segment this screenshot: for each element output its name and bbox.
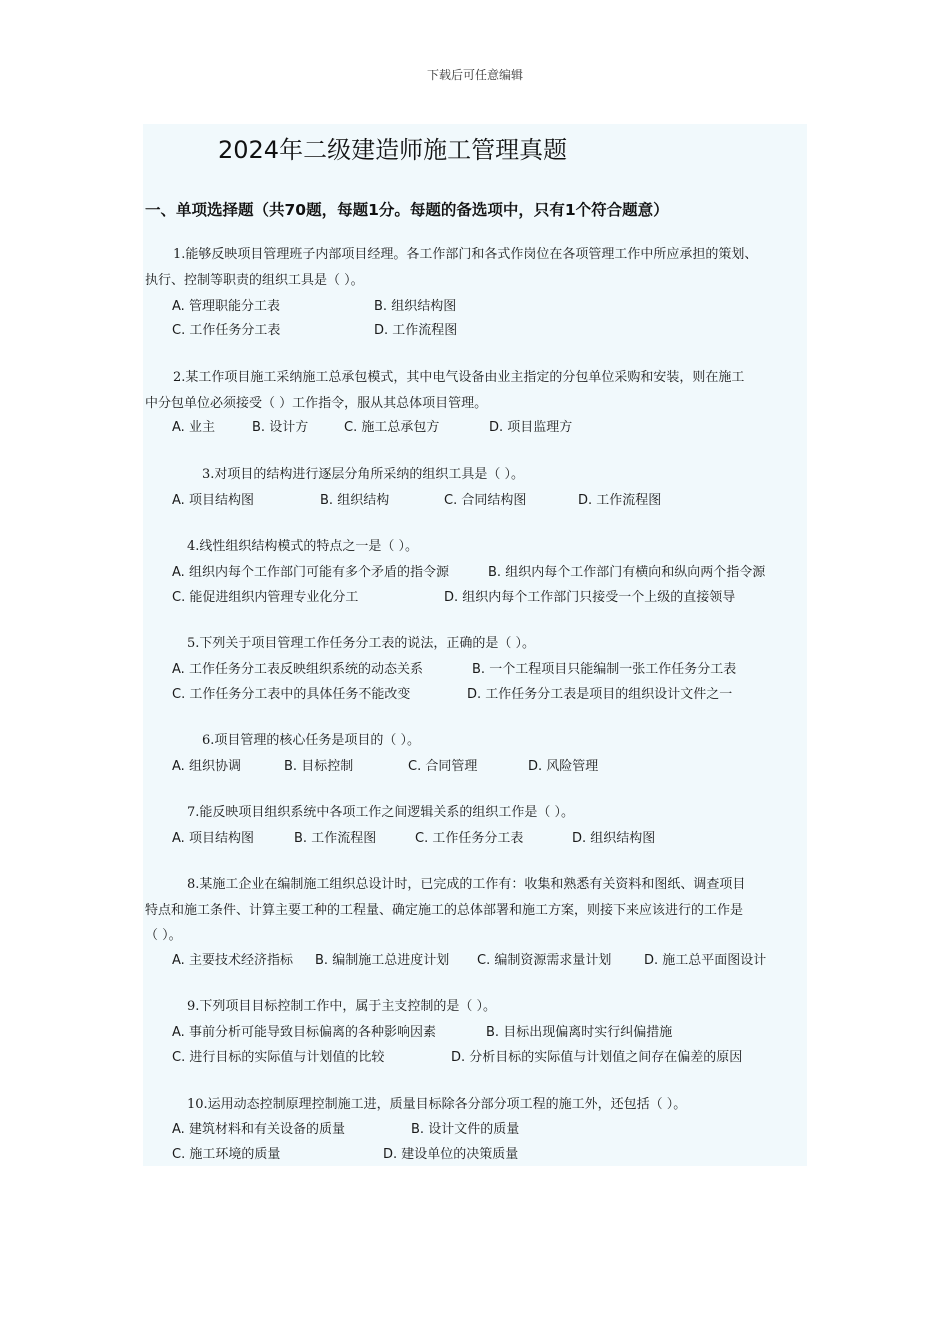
question-10-option-c: C. 施工环境的质量	[172, 1147, 281, 1162]
question-3-option-d: D. 工作流程图	[578, 493, 662, 508]
question-1-option-c: C. 工作任务分工表	[172, 323, 281, 338]
question-6-option-a: A. 组织协调	[172, 759, 241, 774]
question-5-option-c: C. 工作任务分工表中的具体任务不能改变	[172, 687, 411, 702]
question-2-text-line-1: 2.某工作项目施工采纳施工总承包模式，其中电气设备由业主指定的分包单位采购和安装，则在施工	[173, 370, 745, 385]
document-title: 2024年二级建造师施工管理真题	[218, 136, 568, 164]
question-1-option-d: D. 工作流程图	[374, 323, 458, 338]
question-8-text-line-3: （ ）。	[145, 928, 182, 943]
question-1-option-b: B. 组织结构图	[374, 299, 457, 314]
question-5-option-a: A. 工作任务分工表反映组织系统的动态关系	[172, 662, 423, 677]
question-1-option-a: A. 管理职能分工表	[172, 299, 280, 314]
question-8-text-line-2: 特点和施工条件、计算主要工种的工程量、确定施工的总体部署和施工方案，则接下来应该进行的工作是	[145, 903, 744, 918]
question-4-option-d: D. 组织内每个工作部门只接受一个上级的直接领导	[444, 590, 736, 605]
question-8-text-line-1: 8.某施工企业在编制施工组织总设计时，已完成的工作有：收集和熟悉有关资料和图纸、调查项目	[187, 877, 746, 892]
question-3-text: 3.对项目的结构进行逐层分角所采纳的组织工具是（ ）。	[202, 467, 525, 482]
question-6-option-c: C. 合同管理	[408, 759, 478, 774]
question-2-text-line-2: 中分包单位必须接受（ ）工作指令，服从其总体项目管理。	[145, 396, 488, 411]
question-2-option-c: C. 施工总承包方	[344, 420, 440, 435]
question-9-option-d: D. 分析目标的实际值与计划值之间存在偏差的原因	[451, 1050, 743, 1065]
question-7-option-a: A. 项目结构图	[172, 831, 254, 846]
question-10-option-b: B. 设计文件的质量	[411, 1122, 520, 1137]
question-10-option-d: D. 建设单位的决策质量	[383, 1147, 519, 1162]
question-5-text: 5.下列关于项目管理工作任务分工表的说法，正确的是（ ）。	[187, 636, 536, 651]
question-9-option-a: A. 事前分析可能导致目标偏离的各种影响因素	[172, 1025, 436, 1040]
question-7-option-c: C. 工作任务分工表	[415, 831, 524, 846]
question-3-option-c: C. 合同结构图	[444, 493, 527, 508]
question-9-text: 9.下列项目目标控制工作中，属于主支控制的是（ ）。	[187, 999, 497, 1014]
question-7-option-b: B. 工作流程图	[294, 831, 377, 846]
question-2-option-a: A. 业主	[172, 420, 215, 435]
question-8-option-b: B. 编制施工总进度计划	[315, 953, 450, 968]
question-4-text: 4.线性组织结构模式的特点之一是（ ）。	[187, 539, 419, 554]
question-3-option-a: A. 项目结构图	[172, 493, 254, 508]
question-4-option-c: C. 能促进组织内管理专业化分工	[172, 590, 359, 605]
question-1-text-line-1: 1.能够反映项目管理班子内部项目经理。各工作部门和各式作岗位在各项管理工作中所应承担的策划、	[173, 247, 758, 262]
question-3-option-b: B. 组织结构	[320, 493, 390, 508]
section-heading: 一、单项选择题（共70题，每题1分。每题的备选项中，只有1个符合题意）	[145, 201, 669, 219]
question-9-option-c: C. 进行目标的实际值与计划值的比较	[172, 1050, 385, 1065]
question-8-option-a: A. 主要技术经济指标	[172, 953, 293, 968]
question-9-option-b: B. 目标出现偏离时实行纠偏措施	[486, 1025, 673, 1040]
question-2-option-b: B. 设计方	[252, 420, 309, 435]
question-7-text: 7.能反映项目组织系统中各项工作之间逻辑关系的组织工作是（ ）。	[187, 805, 575, 820]
question-4-option-a: A. 组织内每个工作部门可能有多个矛盾的指令源	[172, 565, 449, 580]
question-5-option-d: D. 工作任务分工表是项目的组织设计文件之一	[467, 687, 733, 702]
question-8-option-c: C. 编制资源需求量计划	[477, 953, 612, 968]
question-8-option-d: D. 施工总平面图设计	[644, 953, 767, 968]
question-10-option-a: A. 建筑材料和有关设备的质量	[172, 1122, 345, 1137]
question-6-option-b: B. 目标控制	[284, 759, 354, 774]
question-2-option-d: D. 项目监理方	[489, 420, 573, 435]
question-10-text: 10.运用动态控制原理控制施工进，质量目标除各分部分项工程的施工外，还包括（ ）。	[187, 1097, 687, 1112]
question-4-option-b: B. 组织内每个工作部门有横向和纵向两个指令源	[488, 565, 766, 580]
question-7-option-d: D. 组织结构图	[572, 831, 656, 846]
page-header-note: 下载后可任意编辑	[426, 68, 523, 82]
question-6-option-d: D. 风险管理	[528, 759, 599, 774]
question-6-text: 6.项目管理的核心任务是项目的（ ）。	[202, 733, 421, 748]
question-1-text-line-2: 执行、控制等职责的组织工具是（ ）。	[145, 273, 364, 288]
question-5-option-b: B. 一个工程项目只能编制一张工作任务分工表	[472, 662, 737, 677]
